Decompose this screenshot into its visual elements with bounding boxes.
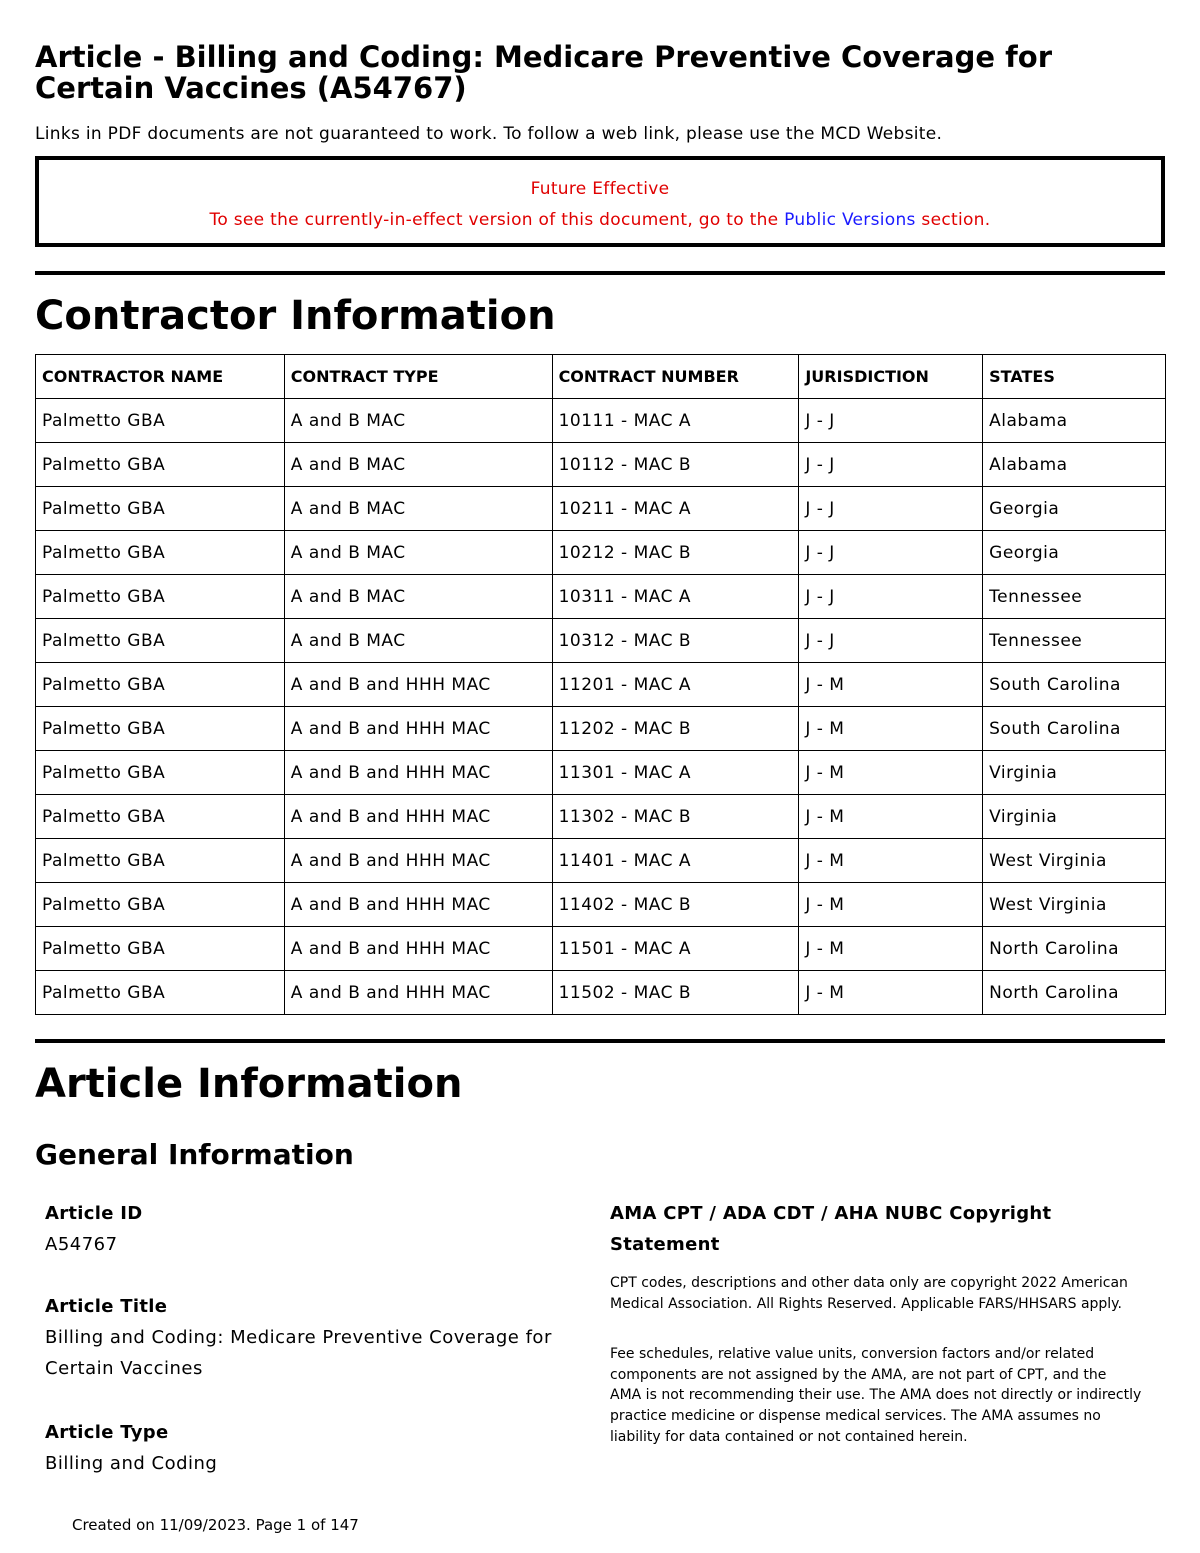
notice-text <box>39 208 1161 232</box>
table-row <box>36 883 1166 927</box>
contractor-name-cell: Palmetto GBA <box>36 839 285 883</box>
contract-type-cell: A and B MAC <box>284 619 552 663</box>
column-header: JURISDICTION <box>799 355 983 399</box>
copyright-label-line2: Statement <box>610 1234 720 1255</box>
states-cell: Georgia <box>983 487 1166 531</box>
jurisdiction-cell: J - J <box>799 443 983 487</box>
copyright-paragraph2-line1: Fee schedules, relative value units, conversion factors and/or related <box>610 1346 1095 1362</box>
contractor-name-cell: Palmetto GBA <box>36 707 285 751</box>
contract-type-cell: A and B MAC <box>284 575 552 619</box>
contractor-name-cell: Palmetto GBA <box>36 663 285 707</box>
contract-type-cell: A and B and HHH MAC <box>284 971 552 1015</box>
contract-number-cell: 11501 - MAC A <box>552 927 799 971</box>
contractor-name-cell: Palmetto GBA <box>36 751 285 795</box>
contract-type-cell: A and B MAC <box>284 399 552 443</box>
contractor-name-cell: Palmetto GBA <box>36 399 285 443</box>
table-row <box>36 575 1166 619</box>
contractor-name-cell: Palmetto GBA <box>36 971 285 1015</box>
contract-number-cell: 11201 - MAC A <box>552 663 799 707</box>
table-row <box>36 443 1166 487</box>
table-row <box>36 487 1166 531</box>
contractor-name-cell: Palmetto GBA <box>36 795 285 839</box>
jurisdiction-cell: J - M <box>799 795 983 839</box>
copyright-paragraph1-line2: Medical Association. All Rights Reserved. Applicable FARS/HHSARS apply. <box>610 1296 1122 1312</box>
contract-number-cell: 11202 - MAC B <box>552 707 799 751</box>
jurisdiction-cell: J - J <box>799 531 983 575</box>
states-cell: Alabama <box>983 399 1166 443</box>
copyright-paragraph1-line1: CPT codes, descriptions and other data only are copyright 2022 American <box>610 1275 1128 1291</box>
copyright-paragraph2-line4: practice medicine or dispense medical services. The AMA assumes no <box>610 1408 1101 1424</box>
jurisdiction-cell: J - M <box>799 971 983 1015</box>
pdf-links-note: Links in PDF documents are not guaranteed to work. To follow a web link, please use the MCD Website. <box>35 124 943 144</box>
states-cell: Virginia <box>983 795 1166 839</box>
contract-number-cell: 11301 - MAC A <box>552 751 799 795</box>
jurisdiction-cell: J - M <box>799 883 983 927</box>
states-cell: Alabama <box>983 443 1166 487</box>
article-title-label: Article Title <box>45 1296 168 1317</box>
jurisdiction-cell: J - M <box>799 663 983 707</box>
column-header: CONTRACTOR NAME <box>36 355 285 399</box>
contract-type-cell: A and B and HHH MAC <box>284 795 552 839</box>
table-header-row <box>36 355 1166 399</box>
table-row <box>36 971 1166 1015</box>
contract-type-cell: A and B and HHH MAC <box>284 883 552 927</box>
contract-type-cell: A and B and HHH MAC <box>284 751 552 795</box>
article-type-value: Billing and Coding <box>45 1453 218 1474</box>
contractor-name-cell: Palmetto GBA <box>36 487 285 531</box>
document-title: Article - Billing and Coding: Medicare Preventive Coverage for Certain Vaccines (A54767) <box>35 40 1052 105</box>
contractor-name-cell: Palmetto GBA <box>36 575 285 619</box>
table-row <box>36 619 1166 663</box>
contract-type-cell: A and B MAC <box>284 443 552 487</box>
copyright-paragraph2-line5: liability for data contained or not contained herein. <box>610 1429 968 1445</box>
article-title-value-line2: Certain Vaccines <box>45 1358 203 1379</box>
section-divider <box>35 1039 1165 1043</box>
table-row <box>36 927 1166 971</box>
column-header: CONTRACT TYPE <box>284 355 552 399</box>
states-cell: West Virginia <box>983 839 1166 883</box>
article-title-value-line1: Billing and Coding: Medicare Preventive Coverage for <box>45 1327 552 1348</box>
contract-type-cell: A and B MAC <box>284 487 552 531</box>
copyright-label-line1: AMA CPT / ADA CDT / AHA NUBC Copyright <box>610 1203 1052 1224</box>
future-effective-notice <box>35 156 1165 247</box>
column-header: CONTRACT NUMBER <box>552 355 799 399</box>
jurisdiction-cell: J - M <box>799 839 983 883</box>
contractor-name-cell: Palmetto GBA <box>36 927 285 971</box>
contract-type-cell: A and B and HHH MAC <box>284 707 552 751</box>
contract-type-cell: A and B and HHH MAC <box>284 927 552 971</box>
contractor-name-cell: Palmetto GBA <box>36 531 285 575</box>
contract-type-cell: A and B MAC <box>284 531 552 575</box>
table-row <box>36 531 1166 575</box>
contract-number-cell: 10212 - MAC B <box>552 531 799 575</box>
section-divider <box>35 271 1165 275</box>
states-cell: North Carolina <box>983 927 1166 971</box>
notice-text-before: To see the currently-in-effect version of this document, go to the <box>209 210 785 230</box>
table-row <box>36 707 1166 751</box>
article-id-label: Article ID <box>45 1203 143 1224</box>
states-cell: Tennessee <box>983 575 1166 619</box>
states-cell: Virginia <box>983 751 1166 795</box>
contractor-name-cell: Palmetto GBA <box>36 883 285 927</box>
contract-number-cell: 11401 - MAC A <box>552 839 799 883</box>
states-cell: North Carolina <box>983 971 1166 1015</box>
article-id-value: A54767 <box>45 1234 118 1255</box>
copyright-paragraph2-line2: components are not assigned by the AMA, are not part of CPT, and the <box>610 1367 1107 1383</box>
page-footer: Created on 11/09/2023. Page 1 of 147 <box>72 1516 359 1534</box>
jurisdiction-cell: J - J <box>799 575 983 619</box>
table-row <box>36 839 1166 883</box>
public-versions-link[interactable]: Public Versions <box>784 210 916 230</box>
contract-number-cell: 11402 - MAC B <box>552 883 799 927</box>
contractor-name-cell: Palmetto GBA <box>36 619 285 663</box>
jurisdiction-cell: J - J <box>799 399 983 443</box>
article-information-heading: Article Information <box>35 1061 463 1107</box>
table-row <box>36 399 1166 443</box>
contractor-table <box>35 354 1166 1015</box>
table-row <box>36 795 1166 839</box>
notice-heading: Future Effective <box>530 179 670 199</box>
contractor-name-cell: Palmetto GBA <box>36 443 285 487</box>
contract-number-cell: 10311 - MAC A <box>552 575 799 619</box>
jurisdiction-cell: J - J <box>799 619 983 663</box>
contract-number-cell: 10112 - MAC B <box>552 443 799 487</box>
states-cell: West Virginia <box>983 883 1166 927</box>
contract-number-cell: 11302 - MAC B <box>552 795 799 839</box>
column-header: STATES <box>983 355 1166 399</box>
states-cell: South Carolina <box>983 663 1166 707</box>
contract-number-cell: 10111 - MAC A <box>552 399 799 443</box>
jurisdiction-cell: J - M <box>799 927 983 971</box>
contractor-information-heading: Contractor Information <box>35 293 556 339</box>
contract-type-cell: A and B and HHH MAC <box>284 663 552 707</box>
contract-type-cell: A and B and HHH MAC <box>284 839 552 883</box>
states-cell: Tennessee <box>983 619 1166 663</box>
jurisdiction-cell: J - J <box>799 487 983 531</box>
states-cell: South Carolina <box>983 707 1166 751</box>
jurisdiction-cell: J - M <box>799 751 983 795</box>
table-row <box>36 751 1166 795</box>
table-row <box>36 663 1166 707</box>
notice-text-after: section. <box>915 210 991 230</box>
contract-number-cell: 10211 - MAC A <box>552 487 799 531</box>
general-information-heading: General Information <box>35 1138 354 1171</box>
contract-number-cell: 10312 - MAC B <box>552 619 799 663</box>
contract-number-cell: 11502 - MAC B <box>552 971 799 1015</box>
jurisdiction-cell: J - M <box>799 707 983 751</box>
states-cell: Georgia <box>983 531 1166 575</box>
copyright-paragraph2-line3: AMA is not recommending their use. The AMA does not directly or indirectly <box>610 1387 1142 1403</box>
article-type-label: Article Type <box>45 1422 169 1443</box>
